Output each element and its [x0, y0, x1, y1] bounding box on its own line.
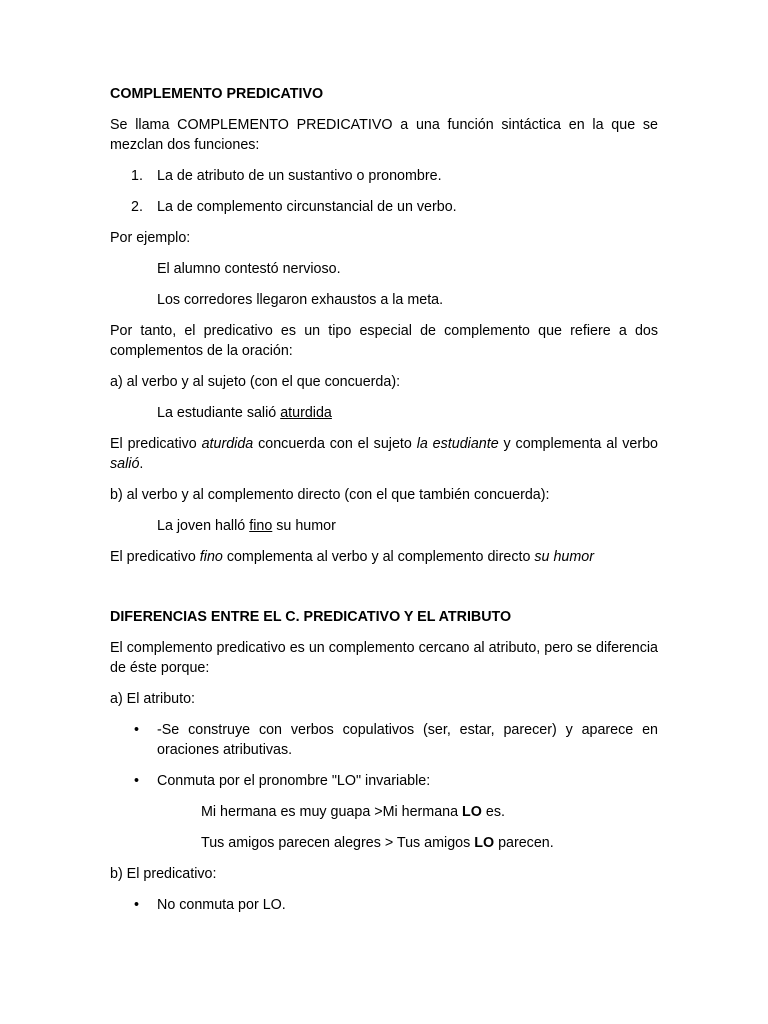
- example-sentence: [157, 516, 658, 536]
- example-text: su humor: [272, 518, 336, 534]
- list-item-text: -Se construye con verbos copulativos (ser, estar, parecer) y aparece en oraciones atributivas.: [157, 722, 658, 758]
- text: El predicativo: [110, 436, 202, 452]
- list-item: [110, 895, 658, 915]
- list-number: 1.: [131, 168, 143, 184]
- bullet-icon: •: [134, 722, 140, 738]
- subsection-label: b) El predicativo:: [110, 866, 217, 882]
- paragraph: El complemento predicativo es un complemento cercano al atributo, pero se diferencia de éste porque:: [110, 640, 658, 676]
- numbered-list: [110, 166, 658, 217]
- list-item-text: La de complemento circunstancial de un verbo.: [157, 199, 457, 215]
- subsection-label: a) El atributo:: [110, 691, 196, 707]
- section-title: DIFERENCIAS ENTRE EL C. PREDICATIVO Y EL ATRIBUTO: [110, 609, 512, 625]
- section-spacer: [110, 578, 658, 607]
- paragraph: [110, 434, 658, 474]
- subsection-label: a) al verbo y al sujeto (con el que concuerda):: [110, 374, 401, 390]
- bold-text: LO: [474, 835, 495, 851]
- text: El predicativo: [110, 549, 200, 565]
- paragraph: [110, 547, 658, 567]
- text: y complementa al verbo: [498, 436, 658, 452]
- list-item: [110, 720, 658, 760]
- list-number: 2.: [131, 199, 143, 215]
- list-item-text: No conmuta por LO.: [157, 897, 286, 913]
- example-sentence: [157, 403, 658, 423]
- list-item: [110, 166, 658, 186]
- italic-text: la estudiante: [416, 436, 499, 452]
- bullet-icon: •: [134, 897, 140, 913]
- list-item-text: Conmuta por el pronombre "LO" invariable:: [157, 773, 431, 789]
- underlined-word: aturdida: [280, 405, 332, 421]
- italic-text: aturdida: [201, 436, 254, 452]
- list-item: [110, 771, 658, 791]
- example-sentence: Los corredores llegaron exhaustos a la meta.: [157, 292, 444, 308]
- paragraph: Se llama COMPLEMENTO PREDICATIVO a una función sintáctica en la que se mezclan dos funciones:: [110, 117, 658, 153]
- example-text: es.: [481, 804, 505, 820]
- paragraph: Por tanto, el predicativo es un tipo especial de complemento que refiere a dos complementos de la oración:: [110, 323, 658, 359]
- italic-text: fino: [199, 549, 223, 565]
- paragraph: Por ejemplo:: [110, 230, 191, 246]
- example-text: La joven halló: [157, 518, 250, 534]
- italic-text: su humor: [534, 549, 594, 565]
- example-text: parecen.: [494, 835, 554, 851]
- list-item: [110, 197, 658, 217]
- subsection-label: b) al verbo y al complemento directo (con el que también concuerda):: [110, 487, 550, 503]
- text: .: [139, 456, 144, 472]
- example-sentence: El alumno contestó nervioso.: [157, 261, 341, 277]
- section-title: COMPLEMENTO PREDICATIVO: [110, 86, 324, 102]
- text: complementa al verbo y al complemento directo: [222, 549, 535, 565]
- list-item-text: La de atributo de un sustantivo o pronombre.: [157, 168, 442, 184]
- underlined-word: fino: [249, 518, 273, 534]
- document-page: [110, 84, 658, 926]
- example-text: Tus amigos parecen alegres > Tus amigos: [201, 835, 475, 851]
- bullet-list: [110, 895, 658, 915]
- example-text: Mi hermana es muy guapa >Mi hermana: [201, 804, 463, 820]
- example-text: La estudiante salió: [157, 405, 281, 421]
- bullet-icon: •: [134, 773, 140, 789]
- italic-text: salió: [110, 456, 140, 472]
- example-sentence: [201, 833, 658, 853]
- example-sentence: [201, 802, 658, 822]
- bold-text: LO: [462, 804, 482, 820]
- bullet-list: [110, 720, 658, 791]
- text: concuerda con el sujeto: [253, 436, 417, 452]
